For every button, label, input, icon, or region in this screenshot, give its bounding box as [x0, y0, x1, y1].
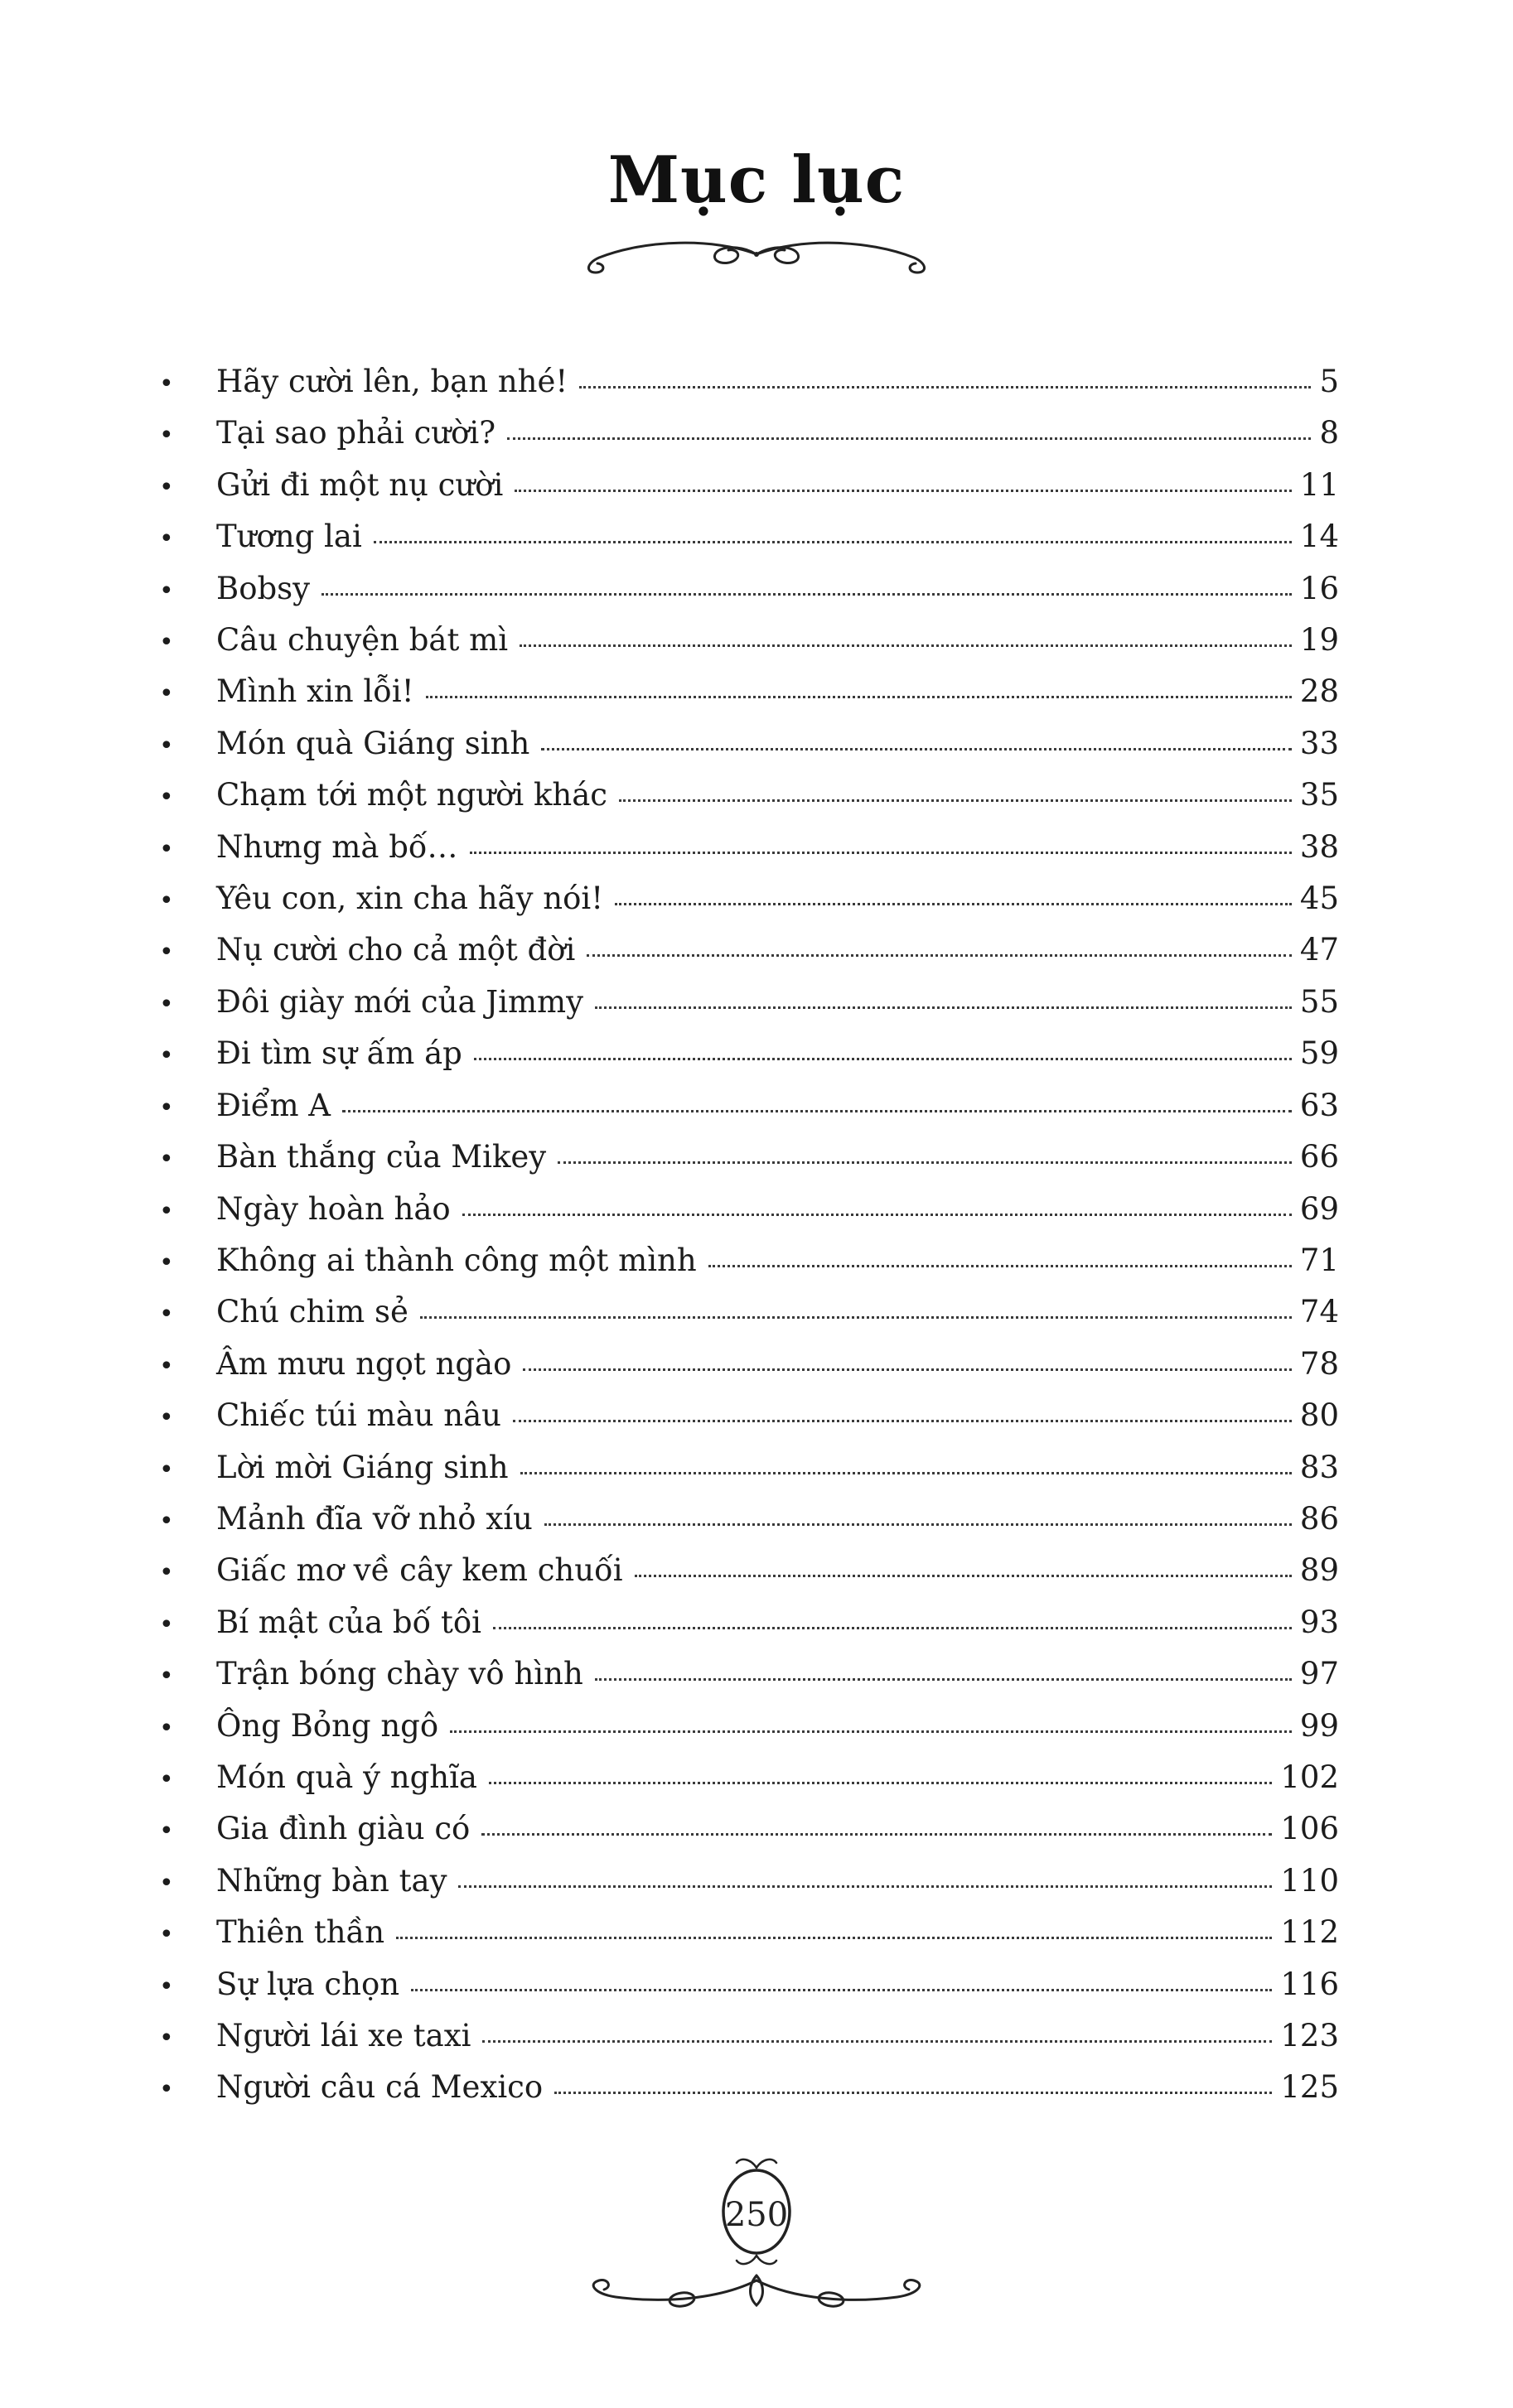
toc-entry-page: 8 — [1319, 415, 1339, 451]
toc-entry — [159, 1029, 1339, 1080]
toc-entry-label: Người lái xe taxi — [216, 2018, 471, 2053]
bullet-icon: • — [159, 472, 174, 502]
toc-entry — [159, 1546, 1339, 1597]
toc-entry-page: 80 — [1299, 1397, 1339, 1434]
toc-entry-label: Ngày hoàn hảo — [216, 1190, 451, 1227]
toc-entry-label: Hãy cười lên, bạn nhé! — [216, 364, 568, 399]
toc-entry-page: 102 — [1280, 1759, 1339, 1795]
toc-entry-label: Sự lựa chọn — [216, 1966, 400, 2002]
toc-entry-page: 125 — [1280, 2069, 1339, 2106]
toc-entry — [159, 357, 1339, 408]
toc-entry — [159, 1287, 1339, 1339]
dot-leader — [411, 1989, 1272, 1991]
toc-entry — [159, 1598, 1339, 1649]
toc-entry — [159, 1649, 1339, 1701]
dot-leader — [595, 1006, 1292, 1009]
dot-leader — [450, 1730, 1292, 1733]
bullet-icon: • — [159, 628, 174, 658]
toc-entry-label: Câu chuyện bát mì — [216, 622, 509, 659]
toc-entry-page: 19 — [1299, 622, 1339, 659]
toc-entry-label: Chạm tới một người khác — [216, 777, 608, 813]
toc-entry-label: Mảnh đĩa vỡ nhỏ xíu — [216, 1500, 533, 1537]
toc-entry — [159, 1443, 1339, 1494]
bullet-icon: • — [159, 1764, 174, 1794]
dot-leader — [587, 954, 1292, 957]
toc-entry-page: 93 — [1299, 1604, 1339, 1640]
bullet-icon: • — [159, 1971, 174, 2001]
dot-leader — [615, 903, 1292, 905]
toc-entry-label: Tương lai — [216, 519, 362, 555]
bullet-icon: • — [159, 2075, 174, 2105]
toc-entry-page: 5 — [1319, 364, 1339, 399]
toc-entry — [159, 1391, 1339, 1442]
bullet-icon: • — [159, 1868, 174, 1898]
toc-entry — [159, 1908, 1339, 1959]
toc-entry — [159, 512, 1339, 563]
bullet-icon: • — [159, 1455, 174, 1484]
toc-entry — [159, 2063, 1339, 2114]
dot-leader — [342, 1110, 1292, 1112]
dot-leader — [523, 1368, 1292, 1371]
toc-entry — [159, 1339, 1339, 1391]
bullet-icon: • — [159, 938, 174, 968]
toc-entry — [159, 1236, 1339, 1287]
toc-entry-page: 11 — [1299, 466, 1339, 503]
toc-entry-page: 74 — [1299, 1294, 1339, 1330]
page-title: Mục lục — [607, 142, 906, 218]
toc-entry-page: 45 — [1299, 881, 1339, 917]
toc-entry-page: 33 — [1299, 725, 1339, 761]
toc-entry-page: 89 — [1299, 1552, 1339, 1589]
bullet-icon: • — [159, 1609, 174, 1639]
dot-leader — [558, 1161, 1292, 1164]
bullet-icon: • — [159, 989, 174, 1019]
toc-entry-label: Bobsy — [216, 570, 311, 606]
dot-leader — [619, 799, 1292, 802]
bullet-icon: • — [159, 1506, 174, 1536]
dot-leader — [474, 1058, 1292, 1060]
dot-leader — [396, 1937, 1272, 1939]
bullet-icon: • — [159, 731, 174, 760]
bullet-icon: • — [159, 576, 174, 606]
toc-entry-label: Điểm A — [216, 1087, 331, 1123]
toc-entry — [159, 1185, 1339, 1236]
dot-leader — [374, 541, 1292, 543]
bullet-icon: • — [159, 2024, 174, 2053]
bullet-icon: • — [159, 1403, 174, 1433]
dot-leader — [507, 437, 1311, 440]
toc-entry-page: 83 — [1299, 1449, 1339, 1485]
toc-entry-page: 47 — [1299, 932, 1339, 968]
toc-entry — [159, 719, 1339, 770]
toc-entry — [159, 823, 1339, 874]
toc-entry-page: 110 — [1280, 1862, 1339, 1899]
toc-entry — [159, 408, 1339, 460]
toc-entry — [159, 667, 1339, 718]
bullet-icon: • — [159, 1196, 174, 1226]
dot-leader — [489, 1782, 1272, 1784]
toc-entry-label: Những bàn tay — [216, 1862, 447, 1899]
toc-entry — [159, 1960, 1339, 2011]
dot-leader — [493, 1627, 1292, 1629]
dot-leader — [515, 490, 1292, 492]
dot-leader — [420, 1316, 1292, 1319]
toc-entry-page: 112 — [1280, 1914, 1339, 1951]
dot-leader — [635, 1575, 1292, 1577]
toc-entry-label: Đôi giày mới của Jimmy — [216, 983, 584, 1020]
toc-list — [159, 357, 1339, 2115]
bullet-icon: • — [159, 1300, 174, 1329]
toc-entry-page: 16 — [1299, 570, 1339, 606]
toc-entry-page: 78 — [1299, 1345, 1339, 1382]
toc-entry-label: Tại sao phải cười? — [216, 415, 496, 451]
toc-entry — [159, 770, 1339, 822]
bullet-icon: • — [159, 369, 174, 398]
toc-entry — [159, 977, 1339, 1029]
toc-entry-page: 106 — [1280, 1811, 1339, 1847]
toc-entry — [159, 1701, 1339, 1753]
dot-leader — [554, 2092, 1272, 2094]
toc-entry — [159, 2011, 1339, 2063]
bullet-icon: • — [159, 421, 174, 451]
dot-leader — [482, 2040, 1272, 2043]
toc-entry-page: 55 — [1299, 983, 1339, 1020]
toc-entry — [159, 564, 1339, 615]
toc-entry — [159, 874, 1339, 925]
dot-leader — [481, 1833, 1272, 1836]
toc-entry-label: Chú chim sẻ — [216, 1294, 408, 1330]
dot-leader — [595, 1678, 1292, 1681]
toc-entry-page: 71 — [1299, 1242, 1339, 1278]
toc-entry — [159, 1132, 1339, 1184]
bullet-icon: • — [159, 783, 174, 813]
toc-entry-label: Gia đình giàu có — [216, 1811, 471, 1847]
toc-entry-page: 35 — [1299, 777, 1339, 813]
bullet-icon: • — [159, 1817, 174, 1846]
folio-number: 250 — [724, 2195, 789, 2234]
toc-entry-page: 97 — [1299, 1656, 1339, 1692]
toc-entry-label: Giấc mơ về cây kem chuối — [216, 1552, 623, 1589]
toc-entry-page: 99 — [1299, 1707, 1339, 1744]
toc-entry-page: 123 — [1280, 2018, 1339, 2053]
toc-entry — [159, 461, 1339, 512]
bullet-icon: • — [159, 1558, 174, 1588]
bullet-icon: • — [159, 1351, 174, 1381]
bullet-icon: • — [159, 886, 174, 916]
dot-leader — [470, 852, 1292, 854]
dot-leader — [544, 1523, 1292, 1526]
toc-entry-page: 69 — [1299, 1190, 1339, 1227]
bullet-icon: • — [159, 1041, 174, 1071]
bullet-icon: • — [159, 834, 174, 864]
dot-leader — [520, 644, 1292, 647]
toc-entry-label: Thiên thần — [216, 1914, 385, 1951]
toc-entry — [159, 925, 1339, 977]
bullet-icon: • — [159, 524, 174, 554]
toc-entry-label: Mình xin lỗi! — [216, 673, 414, 710]
toc-entry-page: 38 — [1299, 828, 1339, 865]
dot-leader — [708, 1265, 1292, 1267]
bullet-icon: • — [159, 1247, 174, 1277]
toc-entry — [159, 1804, 1339, 1855]
toc-entry — [159, 1081, 1339, 1132]
toc-entry-label: Nụ cười cho cả một đời — [216, 932, 576, 968]
bullet-icon: • — [159, 1713, 174, 1743]
toc-entry-label: Ông Bỏng ngô — [216, 1707, 439, 1744]
dot-leader — [579, 386, 1311, 388]
toc-entry-page: 28 — [1299, 673, 1339, 710]
toc-entry-page: 86 — [1299, 1500, 1339, 1537]
toc-entry-label: Trận bóng chày vô hình — [216, 1656, 583, 1692]
toc-entry-label: Bàn thắng của Mikey — [216, 1139, 547, 1175]
footer-ornament — [0, 2150, 1513, 2330]
footer-flourish-ornament — [558, 2264, 955, 2330]
folio-oval — [698, 2150, 815, 2274]
toc-entry-label: Yêu con, xin cha hãy nói! — [216, 881, 604, 917]
toc-entry — [159, 1753, 1339, 1804]
bullet-icon: • — [159, 1920, 174, 1950]
toc-entry-label: Người câu cá Mexico — [216, 2069, 544, 2106]
bullet-icon: • — [159, 1093, 174, 1122]
dot-leader — [541, 748, 1292, 750]
toc-entry-page: 63 — [1299, 1087, 1339, 1123]
toc-entry-page: 14 — [1299, 519, 1339, 555]
toc-entry-label: Lời mời Giáng sinh — [216, 1449, 509, 1485]
dot-leader — [426, 696, 1292, 698]
bullet-icon: • — [159, 1662, 174, 1691]
dot-leader — [321, 593, 1292, 596]
toc-entry-label: Đi tìm sự ấm áp — [216, 1035, 462, 1072]
toc-entry — [159, 1856, 1339, 1908]
title-flourish-ornament — [566, 231, 947, 281]
toc-entry-label: Nhưng mà bố… — [216, 828, 458, 865]
toc-entry-label: Món quà Giáng sinh — [216, 725, 530, 761]
toc-entry-label: Không ai thành công một mình — [216, 1242, 697, 1278]
dot-leader — [513, 1420, 1292, 1422]
bullet-icon: • — [159, 1145, 174, 1175]
dot-leader — [458, 1885, 1272, 1888]
toc-entry-page: 59 — [1299, 1035, 1339, 1072]
toc-entry-label: Âm mưu ngọt ngào — [216, 1345, 512, 1382]
toc-entry-label: Gửi đi một nụ cười — [216, 466, 504, 503]
toc-entry-label: Bí mật của bố tôi — [216, 1604, 481, 1640]
toc-entry-label: Chiếc túi màu nâu — [216, 1397, 501, 1434]
toc-entry — [159, 615, 1339, 667]
toc-entry — [159, 1494, 1339, 1546]
dot-leader — [462, 1214, 1292, 1216]
toc-entry-page: 66 — [1299, 1139, 1339, 1175]
toc-entry-page: 116 — [1280, 1966, 1339, 2002]
toc-entry-label: Món quà ý nghĩa — [216, 1759, 477, 1795]
dot-leader — [520, 1472, 1292, 1474]
bullet-icon: • — [159, 679, 174, 709]
